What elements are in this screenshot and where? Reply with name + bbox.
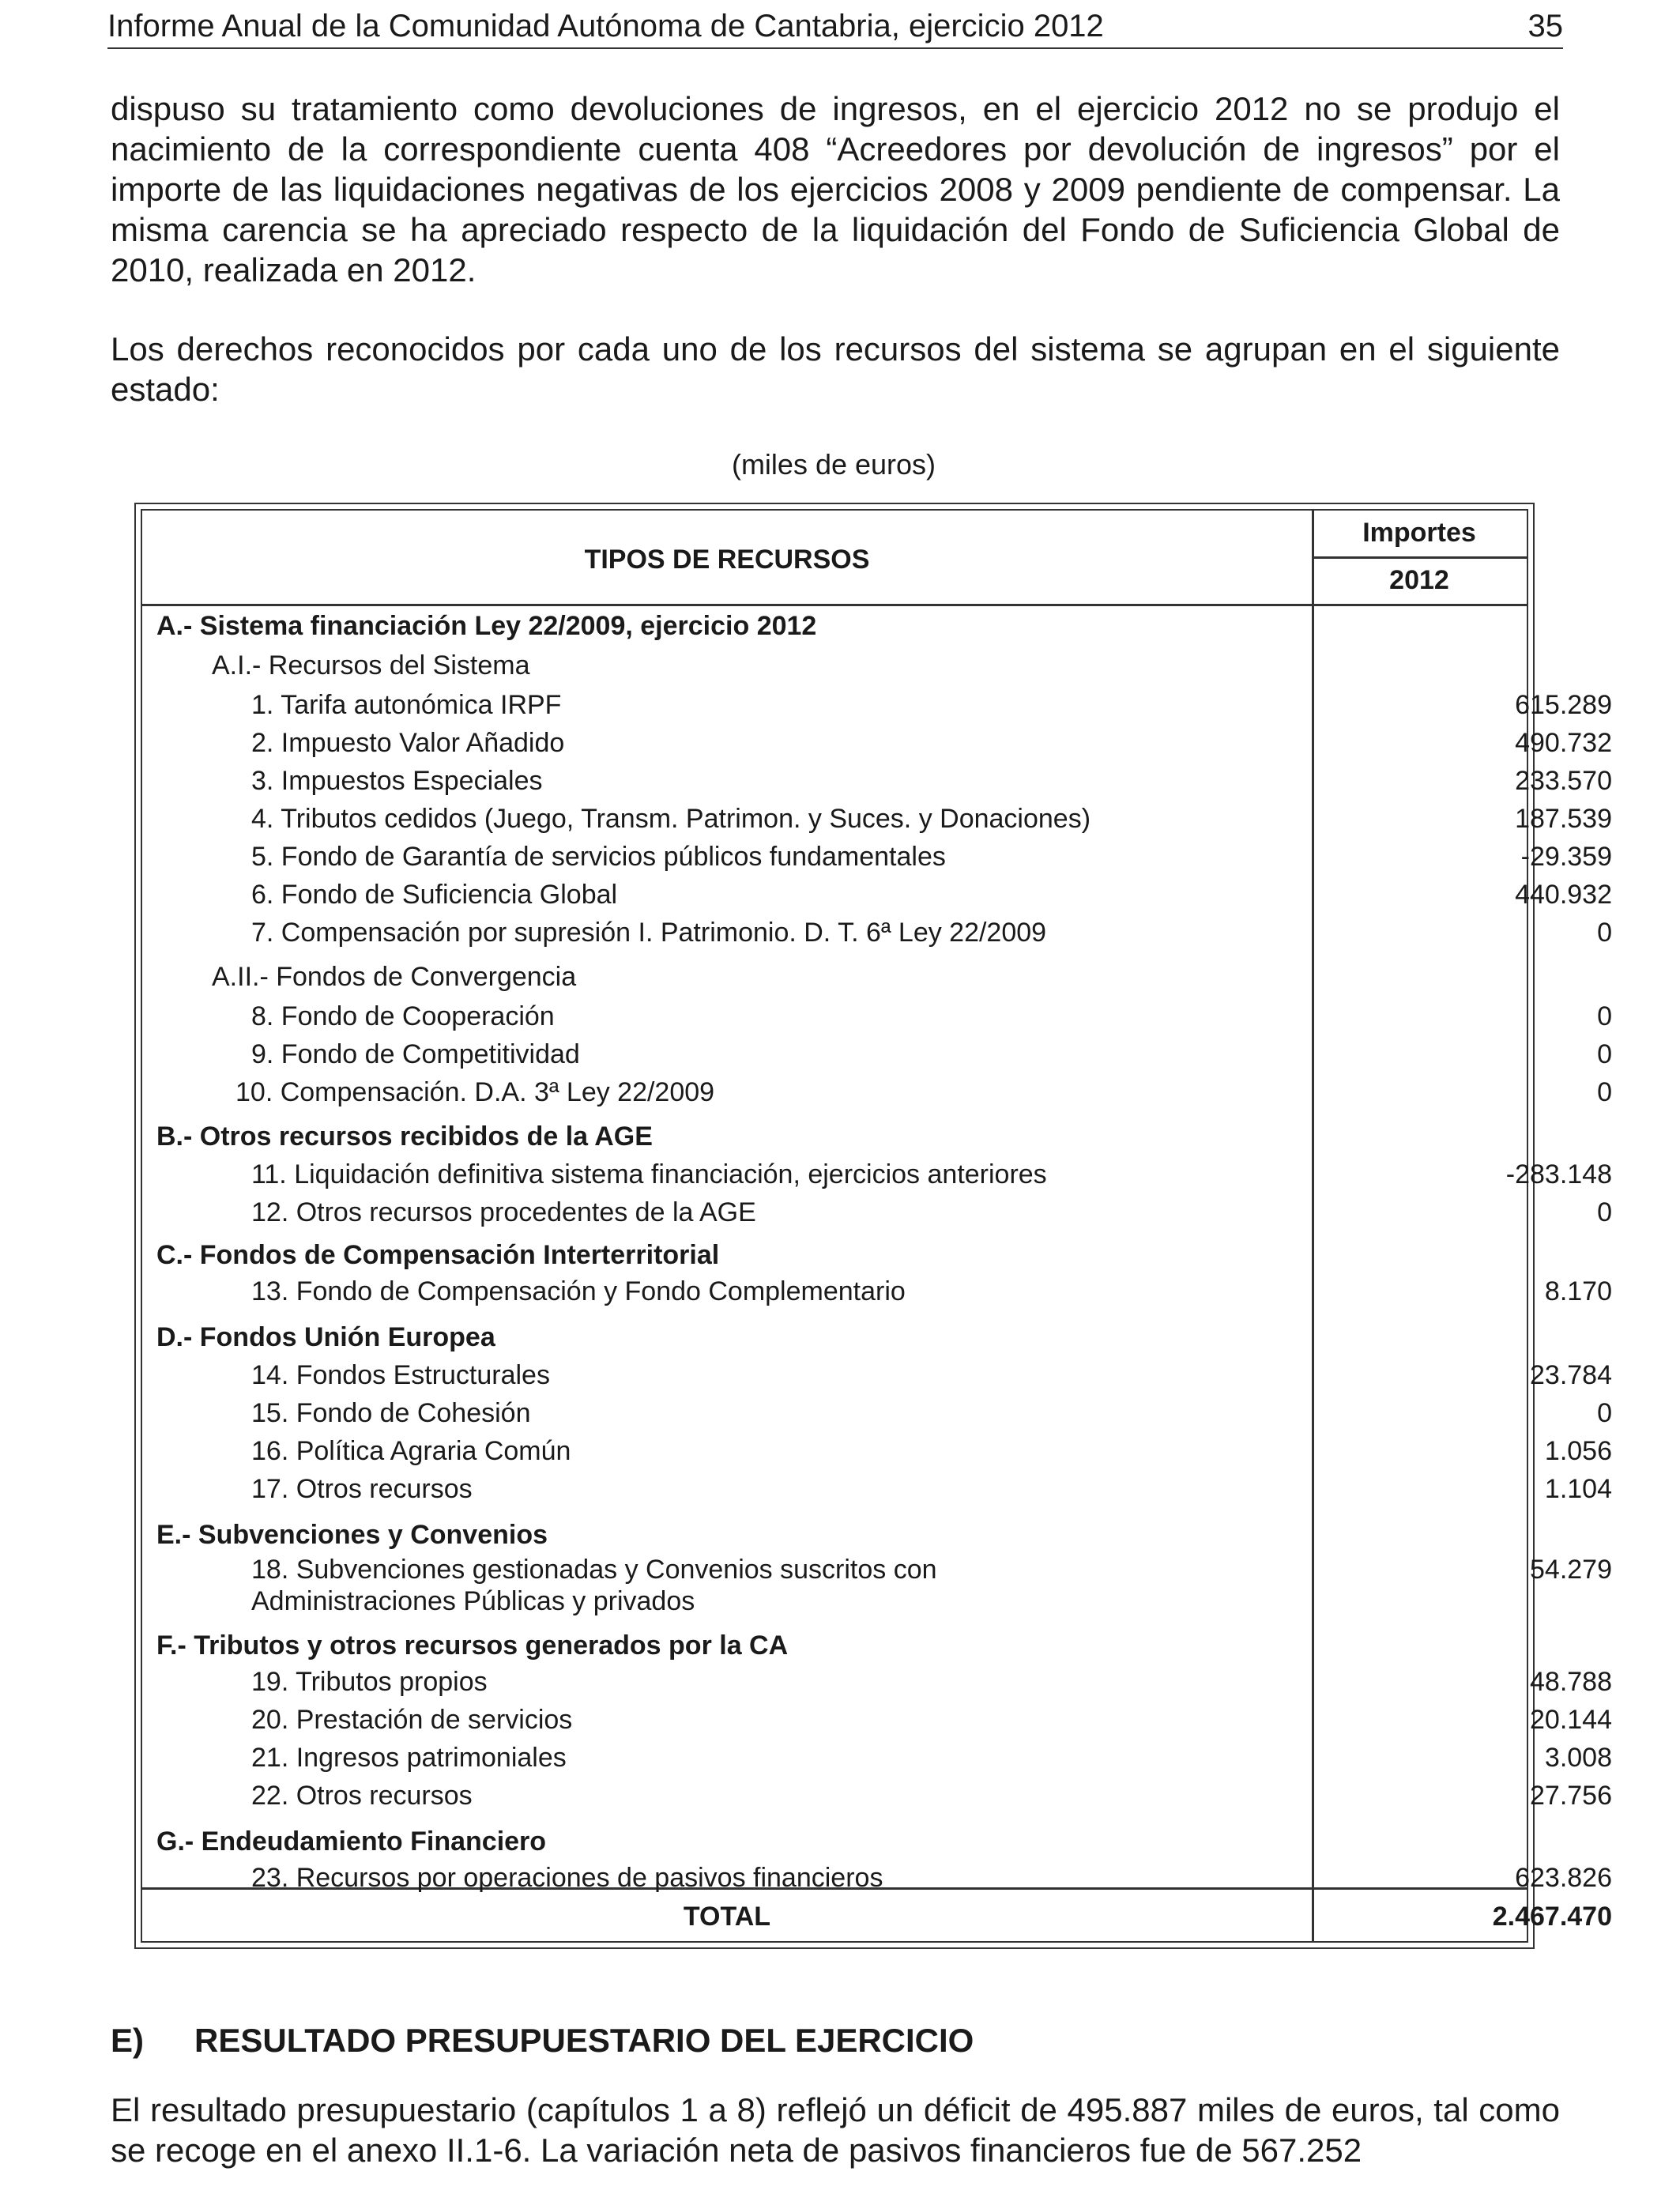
row-value: 3.008 xyxy=(1544,1743,1612,1773)
row-value: 187.539 xyxy=(1515,804,1612,834)
row-value: 27.756 xyxy=(1530,1781,1612,1811)
column-header-importes: Importes xyxy=(1362,518,1476,548)
row-value: 615.289 xyxy=(1515,690,1612,720)
row-label: 17. Otros recursos xyxy=(251,1474,473,1504)
row-value: 0 xyxy=(1597,1077,1612,1107)
page-number: 35 xyxy=(1527,9,1563,43)
row-label: D.- Fondos Unión Europea xyxy=(156,1322,495,1352)
row-value: 0 xyxy=(1597,1039,1612,1069)
section-title: RESULTADO PRESUPUESTARIO DEL EJERCICIO xyxy=(194,2022,974,2059)
row-value: 1.104 xyxy=(1544,1474,1612,1504)
row-value: 23.784 xyxy=(1530,1360,1612,1390)
header-divider-importes xyxy=(1312,556,1527,559)
row-label: 10. Compensación. D.A. 3ª Ley 22/2009 xyxy=(235,1077,715,1107)
header-bottom-rule xyxy=(142,604,1527,606)
paragraph-2: Los derechos reconocidos por cada uno de los recursos del sistema se agrupan en el siguiente estado: xyxy=(111,330,1560,408)
row-label: C.- Fondos de Compensación Interterritorial xyxy=(156,1240,720,1270)
row-value: 440.932 xyxy=(1515,880,1612,910)
row-label: A.- Sistema financiación Ley 22/2009, ejercicio 2012 xyxy=(156,611,817,641)
row-value: -29.359 xyxy=(1520,842,1612,872)
row-label: 13. Fondo de Compensación y Fondo Complementario xyxy=(251,1276,906,1306)
row-value: 0 xyxy=(1597,1001,1612,1031)
row-label: 22. Otros recursos xyxy=(251,1781,473,1811)
row-label: 1. Tarifa autonómica IRPF xyxy=(251,690,562,720)
row-value: 0 xyxy=(1597,1398,1612,1428)
row-label: 11. Liquidación definitiva sistema financiación, ejercicios anteriores xyxy=(251,1159,1047,1189)
row-value: 0 xyxy=(1597,918,1612,948)
paragraph-3: El resultado presupuestario (capítulos 1 a 8) reflejó un déficit de 495.887 miles de euros, tal como se recoge en el anexo II.1-6. La variación neta de pasivos financieros fue de 567.252 xyxy=(111,2091,1560,2169)
page-header xyxy=(107,5,1563,49)
total-row xyxy=(142,1891,1612,1943)
total-label: TOTAL xyxy=(683,1902,771,1932)
row-value: 490.732 xyxy=(1515,728,1612,758)
row-label: 6. Fondo de Suficiencia Global xyxy=(251,880,618,910)
row-label: 5. Fondo de Garantía de servicios públicos fundamentales xyxy=(251,842,946,872)
column-header-tipos: TIPOS DE RECURSOS xyxy=(584,545,870,575)
row-label: 12. Otros recursos procedentes de la AGE xyxy=(251,1197,756,1227)
row-label: A.I.- Recursos del Sistema xyxy=(212,650,530,680)
row-label: 16. Política Agraria Común xyxy=(251,1436,571,1466)
row-label: 2. Impuesto Valor Añadido xyxy=(251,728,565,758)
section-letter: E) xyxy=(111,2022,144,2059)
row-value: 20.144 xyxy=(1530,1705,1612,1735)
row-label: F.- Tributos y otros recursos generados por la CA xyxy=(156,1630,789,1661)
section-heading xyxy=(111,2020,974,2061)
total-value: 2.467.470 xyxy=(1492,1902,1612,1932)
row-value: 1.056 xyxy=(1544,1436,1612,1466)
row-label: G.- Endeudamiento Financiero xyxy=(156,1826,547,1857)
row-label: A.II.- Fondos de Convergencia xyxy=(212,962,577,992)
row-label: 21. Ingresos patrimoniales xyxy=(251,1743,567,1773)
row-label: 19. Tributos propios xyxy=(251,1667,488,1697)
resources-table xyxy=(134,503,1612,1949)
row-value: -283.148 xyxy=(1505,1159,1612,1189)
row-label: 3. Impuestos Especiales xyxy=(251,766,543,796)
row-label: 4. Tributos cedidos (Juego, Transm. Patrimon. y Suces. y Donaciones) xyxy=(251,804,1091,834)
row-value: 233.570 xyxy=(1515,766,1612,796)
row-value: 0 xyxy=(1597,1197,1612,1227)
row-label: 15. Fondo de Cohesión xyxy=(251,1398,531,1428)
row-value: 8.170 xyxy=(1544,1276,1612,1306)
row-value: 54.279 xyxy=(1530,1555,1612,1585)
row-label: 9. Fondo de Competitividad xyxy=(251,1039,580,1069)
report-title: Informe Anual de la Comunidad Autónoma de Cantabria, ejercicio 2012 xyxy=(107,9,1104,43)
row-label: 7. Compensación por supresión I. Patrimonio. D. T. 6ª Ley 22/2009 xyxy=(251,918,1047,948)
row-label: 14. Fondos Estructurales xyxy=(251,1360,550,1390)
paragraph-1: dispuso su tratamiento como devoluciones de ingresos, en el ejercicio 2012 no se produjo el nacimiento de la correspondiente cuenta 408 “Acreedores por devolución de ingresos” por el importe de las liquidaciones negativas de los ejercicios 2008 y 2009 pendiente de compensar. La misma carencia se ha apreciado respecto de la liquidación del Fondo de Suficiencia Global de 2010, realizada en 2012. xyxy=(111,90,1560,288)
row-label: E.- Subvenciones y Convenios xyxy=(156,1520,548,1550)
row-label: 23. Recursos por operaciones de pasivos financieros xyxy=(251,1863,883,1893)
resources-table-inner xyxy=(141,509,1612,1943)
row-value: 623.826 xyxy=(1515,1863,1612,1893)
row-label: 20. Prestación de servicios xyxy=(251,1705,573,1735)
column-header-year: 2012 xyxy=(1389,565,1449,595)
row-label: 18. Subvenciones gestionadas y Convenios suscritos con Administraciones Públicas y privados xyxy=(251,1555,937,1616)
row-label: B.- Otros recursos recibidos de la AGE xyxy=(156,1122,653,1152)
table-units: (miles de euros) xyxy=(731,448,936,481)
row-label: 8. Fondo de Cooperación xyxy=(251,1001,555,1031)
row-value: 48.788 xyxy=(1530,1667,1612,1697)
